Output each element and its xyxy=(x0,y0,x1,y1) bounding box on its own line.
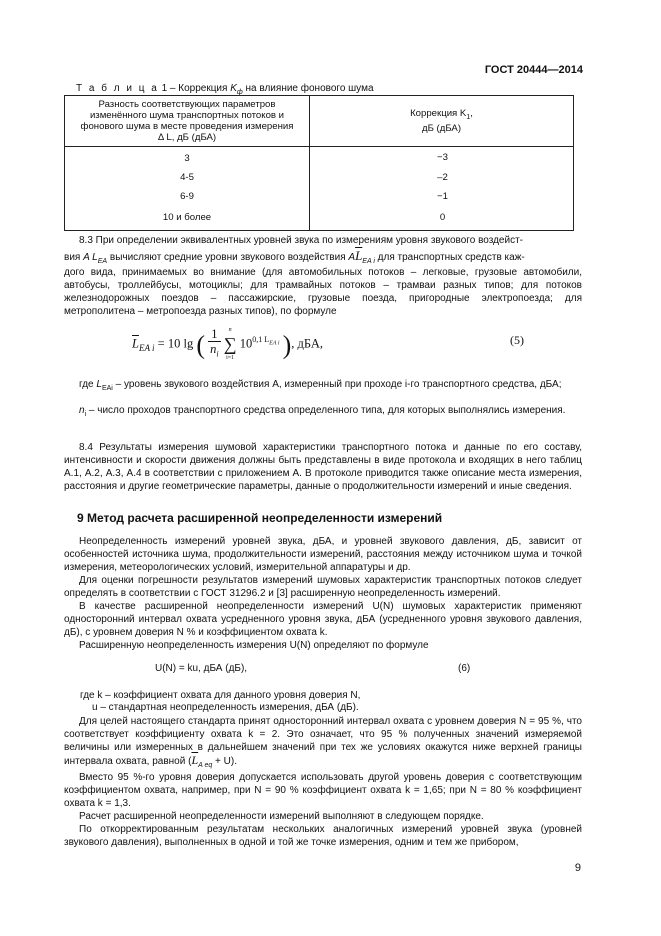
para-9-7: Расчет расширенной неопределенности измерений выполняют в следующем порядке. xyxy=(79,811,484,822)
col-difference-header: Разность соответствующих параметров изменённого шума транспортных потоков и фонового шума в месте проведения измерения Δ L, дБ (дБА) xyxy=(65,96,310,147)
para-9-6: Вместо 95 %-го уровня доверия допускается использовать другой уровень доверия с соответствующим коэффициентом охвата, например, при N = 90 % коэффициент охвата k = 1,65; при N = 80 % коэффициент охвата k = 1,3. xyxy=(64,772,582,809)
table-caption-symbol: K xyxy=(230,83,237,94)
where-k: где k – коэффициент охвата для данного уровня доверия N, xyxy=(80,690,361,701)
table-row xyxy=(65,147,574,169)
para-8-4: 8.4 Результаты измерения шумовой характеристики транспортного потока и данные по его составу, интенсивности и скорости движения должны быть представлены в виде протокола и входящих в него таблиц А.1, А.2, А.3, А.4 в соответствии с приложением А. В протоколе приводится также описание места измерения, расстояния и другие геометрические параметры, данные о продолжительности измерений и иные сведения. xyxy=(64,442,582,492)
difference-cell: 6-9 xyxy=(65,187,310,206)
para-9-3: В качестве расширенной неопределенности измерений U(N) шумовых характеристик применяют односторонний интервал охвата усредненного уровня звука, дБА (усредненного уровня звукового давления, дБ), с уровнем доверия N % и коэффициентом охвата k. xyxy=(64,601,582,638)
where-n-i: $n_i$ – число проходов транспортного средства определенного типа, для которых выполнялись измерения. xyxy=(79,405,566,418)
correction-cell: −3 xyxy=(310,147,574,169)
para-9-8: По откорректированным результатам нескольких аналогичных измерений уровней звука (уровней звукового давления), выполненных в одной и той же точке измерения, одним и тем же прибором, xyxy=(64,824,582,848)
correction-cell: 0 xyxy=(310,206,574,230)
table-caption-text-pre: Коррекция xyxy=(178,83,228,94)
para-9-4: Расширенную неопределенность измерения U(N) определяют по формуле xyxy=(79,640,429,651)
formula-5: $\overline{L}_{EA i} = 10$ lg ( $\frac{1}{n_i}$ n ∑ i=1 $10^{0,1 L_{EA i}}$ ), дБА, xyxy=(132,327,324,361)
para-8-3-line1: 8.3 При определении эквивалентных уровней звука по измерениям уровня звукового воздейст- xyxy=(79,235,523,246)
difference-cell: 3 xyxy=(65,147,310,169)
para-8-3-body: дого вида, принимаемых во внимание (для автомобильных потоков – легковые, грузовые автомобили, автобусы, троллейбусы, мотоциклы; для трамвайных потоков – трамваи разных типов; для потоков железнодорожных поездов – пассажирские, грузовые поезда, пригородные электропоезда; для метрополитена – метропоезда разных типов), по формуле xyxy=(64,267,582,317)
table-caption-symbol-sub: ф xyxy=(236,89,243,96)
table-header-row xyxy=(65,96,574,147)
formula-6-number: (6) xyxy=(458,663,471,674)
formula-5-number: (5) xyxy=(510,333,524,347)
section-9-heading: 9 Метод расчета расширенной неопределенности измерений xyxy=(77,511,443,525)
table-row xyxy=(65,187,574,206)
difference-cell: 4-5 xyxy=(65,168,310,187)
standard-number: ГОСТ 20444—2014 xyxy=(484,64,583,76)
difference-cell: 10 и более xyxy=(65,206,310,230)
table-row xyxy=(65,206,574,230)
para-9-5: Для целей настоящего стандарта принят односторонний интервал охвата с уровнем доверия N = 95 %, что соответствует коэффициенту охвата k = 2. Это означает, что 95 % полученных значений измеряемой величины или измеренных в дальнейшем значений при тех же условиях окажутся ниже верхней границы интервала охвата, равной $(\overline{L}_{A eq} + U)$. xyxy=(64,716,582,769)
para-9-1: Неопределенность измерений уровней звука, дБА, и уровней звукового давления, дБ, зависит от особенностей источника шума, продолжительности измерений, расстояния между источником шума и точкой измерения, метеорологических условий, измерительной аппаратуры и др. xyxy=(64,536,582,573)
table-row xyxy=(65,168,574,187)
correction-cell: −1 xyxy=(310,187,574,206)
para-9-2: Для оценки погрешности результатов измерений шумовых характеристик транспортных потоков следует определять в соответствии с ГОСТ 31296.2 и [3] расширенную неопределенность измерений. xyxy=(64,575,582,599)
correction-cell: –2 xyxy=(310,168,574,187)
correction-table xyxy=(64,95,574,231)
page-number: 9 xyxy=(574,862,581,874)
col-correction-header: Коррекция $K_1$, дБ (дБА) xyxy=(310,96,574,147)
para-8-3-line2: вия A $L_{EA}$ вычисляют средние уровни звукового воздействия $A\overline{L}_{EA i}$ для транспортных средств каж- xyxy=(64,248,525,265)
where-u: u – стандартная неопределенность измерения, дБА (дБ). xyxy=(92,702,359,713)
table-caption-number: 1 – xyxy=(161,83,176,94)
table-caption-text-post: на влияние фонового шума xyxy=(245,83,374,94)
formula-6: U(N) = ku, дБА (дБ), xyxy=(155,663,248,674)
where-l-eai: где $L_{EAi}$ – уровень звукового воздействия A, измеренный при проходе i-го транспортного средства, дБА; xyxy=(79,379,562,392)
table-caption-prefix: Т а б л и ц а xyxy=(76,83,159,94)
